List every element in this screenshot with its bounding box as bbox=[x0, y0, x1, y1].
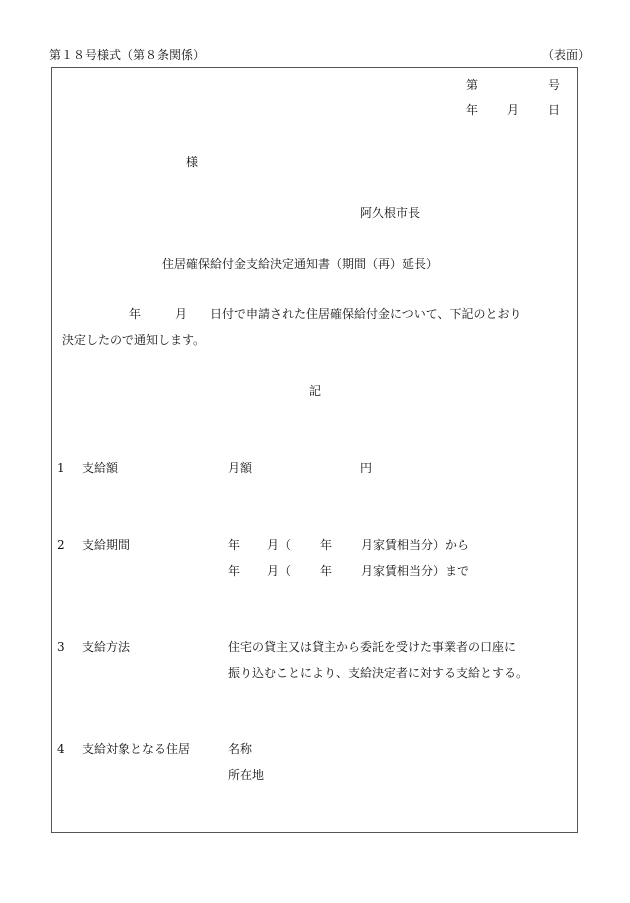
ki-marker: 記 bbox=[309, 384, 322, 398]
document-title: 住居確保給付金支給決定通知書（期間（再）延長） bbox=[162, 257, 439, 271]
residence-name-label: 名称 bbox=[228, 742, 253, 756]
yen-unit: 円 bbox=[360, 461, 373, 475]
period-from-year: 年 bbox=[228, 538, 241, 552]
date-month: 月 bbox=[507, 103, 520, 117]
period-to-year: 年 bbox=[228, 564, 241, 578]
item-number: 4 bbox=[57, 742, 65, 756]
item-label-residence: 支給対象となる住居 bbox=[82, 742, 191, 756]
period-to-month: 月（ bbox=[267, 564, 292, 578]
monthly-amount-label: 月額 bbox=[228, 461, 253, 475]
body-line2: 決定したので通知します。 bbox=[62, 333, 206, 347]
body-month: 月 bbox=[175, 307, 188, 321]
document-frame bbox=[51, 67, 578, 833]
issuer: 阿久根市長 bbox=[360, 206, 421, 220]
date-year: 年 bbox=[466, 103, 479, 117]
method-line-1: 住宅の貸主又は貸主から委託を受けた事業者の口座に bbox=[228, 640, 517, 654]
item-label-method: 支給方法 bbox=[82, 640, 131, 654]
item-number: 3 bbox=[57, 640, 65, 654]
period-from-tail: 月家賃相当分）から bbox=[361, 538, 470, 552]
item-label-amount: 支給額 bbox=[82, 461, 119, 475]
period-to-rent-year: 年 bbox=[320, 564, 333, 578]
addressee-suffix: 様 bbox=[186, 155, 199, 169]
item-number: 1 bbox=[57, 461, 65, 475]
body-line1: 日付で申請された住居確保給付金について、下記のとおり bbox=[210, 307, 522, 321]
period-from-month: 月（ bbox=[267, 538, 292, 552]
doc-number-go: 号 bbox=[548, 78, 561, 92]
body-year: 年 bbox=[129, 307, 142, 321]
form-number: 第１８号様式（第８条関係） bbox=[49, 48, 206, 62]
period-to-tail: 月家賃相当分）まで bbox=[361, 564, 470, 578]
method-line-2: 振り込むことにより、支給決定者に対する支給とする。 bbox=[228, 666, 529, 680]
side-indicator: （表面） bbox=[542, 48, 591, 62]
item-label-period: 支給期間 bbox=[82, 538, 131, 552]
doc-number-dai: 第 bbox=[466, 78, 479, 92]
period-from-rent-year: 年 bbox=[320, 538, 333, 552]
item-number: 2 bbox=[57, 538, 65, 552]
residence-address-label: 所在地 bbox=[228, 768, 265, 782]
date-day: 日 bbox=[548, 103, 561, 117]
